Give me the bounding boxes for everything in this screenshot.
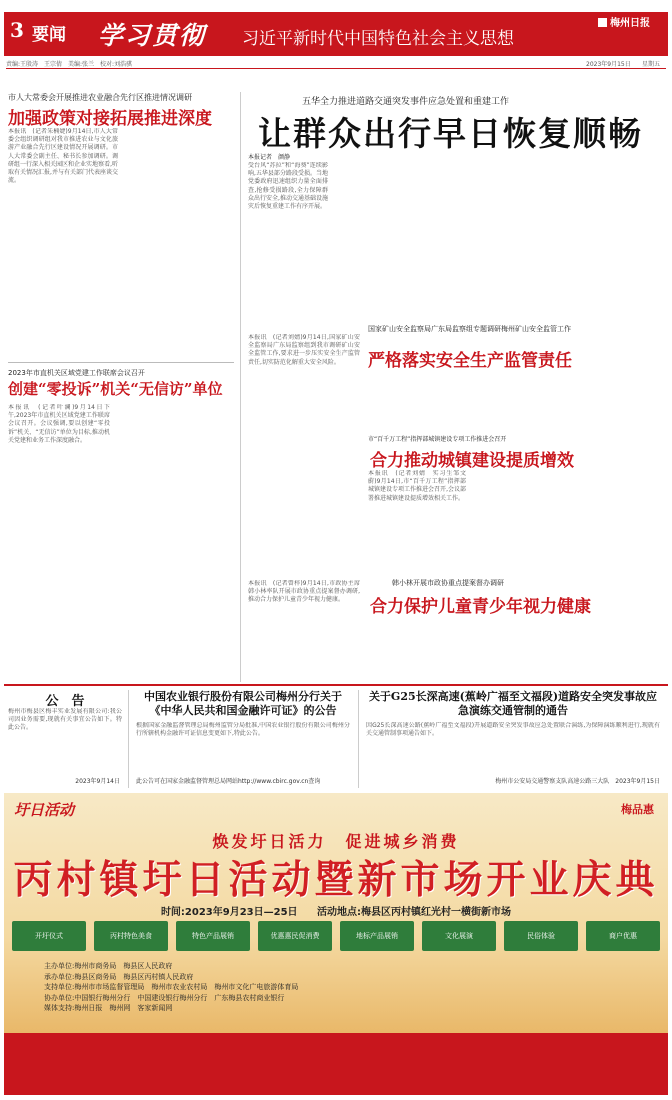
ad-credit-line: 媒体支持:梅州日报 梅州网 客家新闻网 (44, 1004, 173, 1012)
ad-tag: 文化展演 (422, 921, 496, 951)
masthead-banner (4, 12, 668, 56)
article-c-kicker: 国家矿山安全监察局广东局监察组专题调研梅州矿山安全监管工作 (368, 325, 571, 333)
ad-tag: 商户优惠 (586, 921, 660, 951)
main-article-lead: 受台风“苏拉”和“海葵”连续影响,五华县部分路段受损。当地党委政府迅速组织力量全面排查,抢修受损路段,全力保障群众出行安全,推动交通基础设施灾后恢复重建工作有序开展。 (248, 162, 328, 211)
article-e-col-3 (470, 616, 566, 680)
ad-credit-line: 主办单位:梅州市商务局 梅县区人民政府 (44, 962, 173, 970)
divider (8, 362, 234, 363)
main-article-col-2 (332, 162, 412, 322)
article-b-lead: 本报讯 (记者叶澜)9月14日下午,2023年市直机关区域党建工作联席会议召开。会议强调,要以创建“零投诉”机关、“无信访”单位为目标,推动机关党建和业务工作深度融合。 (8, 404, 110, 444)
editors-line: 责编:王殷涛 王宗倩 美编:张兰 校对:刘浩骐 (6, 61, 133, 68)
page-meta (6, 58, 666, 69)
article-d-col-2 (470, 470, 566, 570)
advertisement (4, 793, 668, 1095)
main-article-headline: 让群众出行早日恢复顺畅 (258, 114, 643, 153)
article-e-headline: 合力保护儿童青少年视力健康 (370, 597, 591, 617)
ad-credits (44, 961, 624, 1014)
column-theme: 习近平新时代中国特色社会主义思想 (242, 29, 514, 49)
ad-time: 时间:2023年9月23日—25日 (160, 907, 298, 918)
ad-credit-line: 协办单位:中国银行梅州分行 中国建设银行梅州分行 广东梅县农村商业银行 (44, 993, 285, 1002)
notice-a (6, 690, 124, 788)
article-b-kicker: 2023年市直机关区域党建工作联席会议召开 (8, 369, 145, 377)
notices-rule (4, 684, 668, 686)
article-a-headline: 加强政策对接拓展推进深度 (8, 109, 212, 129)
ad-slogan: 焕发圩日活力 促进城乡消费 (212, 832, 460, 851)
page-number: 3 (10, 18, 24, 42)
divider (240, 92, 241, 682)
ad-tag: 开圩仪式 (12, 921, 86, 951)
paper-logo (598, 14, 650, 29)
article-b-col-2 (114, 404, 216, 582)
main-article-col-1 (248, 162, 328, 322)
notice-c (362, 690, 664, 788)
notice-a-title: 公 告 (45, 694, 85, 709)
divider (358, 690, 359, 788)
paper-logo-icon (598, 18, 607, 27)
notice-b-website: 此公告可在国家金融监督管理总局网站http://www.cbirc.gov.cn查询 (136, 778, 321, 785)
main-article-byline: 本报记者 颜静 (248, 154, 291, 161)
article-d-lead: 本报讯 (记者刘婧 实习生邹文蔚)9月14日,市“百千万工程”指挥部城镇建设专项工作推进会召开,会议部署推进城镇建设提质增效相关工作。 (368, 470, 466, 502)
notice-c-title: 关于G25长深高速(蕉岭广福至文福段)道路安全突发事故应急演练交通管制的通告 (368, 690, 658, 717)
article-c-col-3 (470, 370, 566, 430)
article-d-kicker: 市“百千万工程”指挥部城镇建设专项工作推进会召开 (368, 436, 507, 443)
notice-b-body: 根据国家金融监督管理总局梅州监管分局批准,中国农业银行股份有限公司梅州分行所辖机构金融许可证信息变更如下,特此公告。 (136, 722, 350, 738)
ad-tag: 丙村特色美食 (94, 921, 168, 951)
article-b-headline: 创建“零投诉”机关“无信访”单位 (8, 380, 223, 398)
ad-logo-right: 梅品惠 (621, 803, 654, 816)
notice-c-body: 因G25长深高速公路(蕉岭广福至文福段)开展道路安全突发事故应急处置联合演练,为保障演练顺利进行,现就有关交通管制事项通告如下。 (366, 722, 660, 738)
article-a-lead: 本报讯 (记者朱楠婕)9月14日,市人大常委会组织调研组对我市推进农业与文化旅游产业融合先行区建设情况开展调研。市人大常委会副主任、秘书长参加调研。调研组一行深入相关园区和企业实地察看,听取有关情况汇报,并与有关部门代表座谈交流。 (8, 128, 118, 185)
notice-b (132, 690, 354, 788)
article-c-col-2 (368, 370, 466, 430)
notice-a-body: 梅州市梅县区梅丰实业发展有限公司:我公司因业务需要,现就有关事宜公告如下。特此公告。 (8, 708, 122, 732)
article-b-continued (8, 586, 216, 676)
section-name: 要闻 (32, 25, 66, 45)
issue-weekday: 星期五 (642, 61, 661, 68)
ad-credit-line: 承办单位:梅县区商务局 梅县区丙村镇人民政府 (44, 972, 194, 981)
ad-tag: 地标产品展销 (340, 921, 414, 951)
notice-a-signature: 2023年9月14日 (75, 778, 120, 785)
divider (128, 690, 129, 788)
main-article-col-5 (584, 162, 664, 322)
main-article-col-3 (416, 162, 496, 322)
ad-tag: 特色产品展销 (176, 921, 250, 951)
article-a-kicker: 市人大常委会开展推进农业融合先行区推进情况调研 (8, 93, 192, 102)
ad-title: 丙村镇圩日活动暨新市场开业庆典 (13, 857, 659, 903)
main-article-col-4 (500, 162, 580, 322)
column-title: 学习贯彻 (98, 21, 207, 50)
issue-date: 2023年9月15日 (586, 61, 631, 68)
ad-credit-line: 支持单位:梅州市市场监督管理局 梅州市农业农村局 梅州市文化广电旅游体育局 (44, 983, 299, 991)
article-d-col-1 (368, 470, 466, 570)
article-a-col-1 (8, 128, 118, 358)
ad-tag: 民俗体验 (504, 921, 578, 951)
article-a-col-2 (122, 128, 234, 358)
ad-place: 活动地点:梅县区丙村镇红光村一横街新市场 (317, 907, 512, 918)
ad-logo-left: 圩日活动 (14, 801, 75, 819)
ad-time-place (4, 903, 668, 918)
article-c-lead: 本报讯 (记者刘婧)9月14日,国家矿山安全监察局广东局监察组到我市调研矿山安全监管工作,要求进一步压实安全生产监管责任,切实防范化解重大安全风险。 (248, 334, 360, 366)
article-c-col-4 (570, 334, 664, 514)
paper-name: 梅州日报 (610, 18, 650, 29)
article-e-lead: 本报讯 (记者曾梓)9月14日,市政协主席韩小林率队开展市政协重点提案督办调研,推动合力保护儿童青少年视力健康。 (248, 580, 360, 604)
article-e-col-2 (368, 616, 466, 680)
article-e-col-1 (248, 580, 360, 680)
article-e-kicker: 韩小林开展市政协重点提案督办调研 (392, 579, 504, 587)
article-d-headline: 合力推动城镇建设提质增效 (370, 451, 574, 471)
ad-tag: 优惠惠民促消费 (258, 921, 332, 951)
article-b-col-1 (8, 404, 110, 582)
notice-c-signature: 梅州市公安局交通警察支队高速公路三大队 2023年9月15日 (495, 778, 660, 785)
main-article-kicker: 五华全力推进道路交通突发事件应急处置和重建工作 (302, 97, 510, 107)
article-c-headline: 严格落实安全生产监管责任 (368, 351, 572, 371)
notice-b-title: 中国农业银行股份有限公司梅州分行关于《中华人民共和国金融许可证》的公告 (144, 690, 342, 717)
article-c-col-1 (248, 334, 360, 514)
